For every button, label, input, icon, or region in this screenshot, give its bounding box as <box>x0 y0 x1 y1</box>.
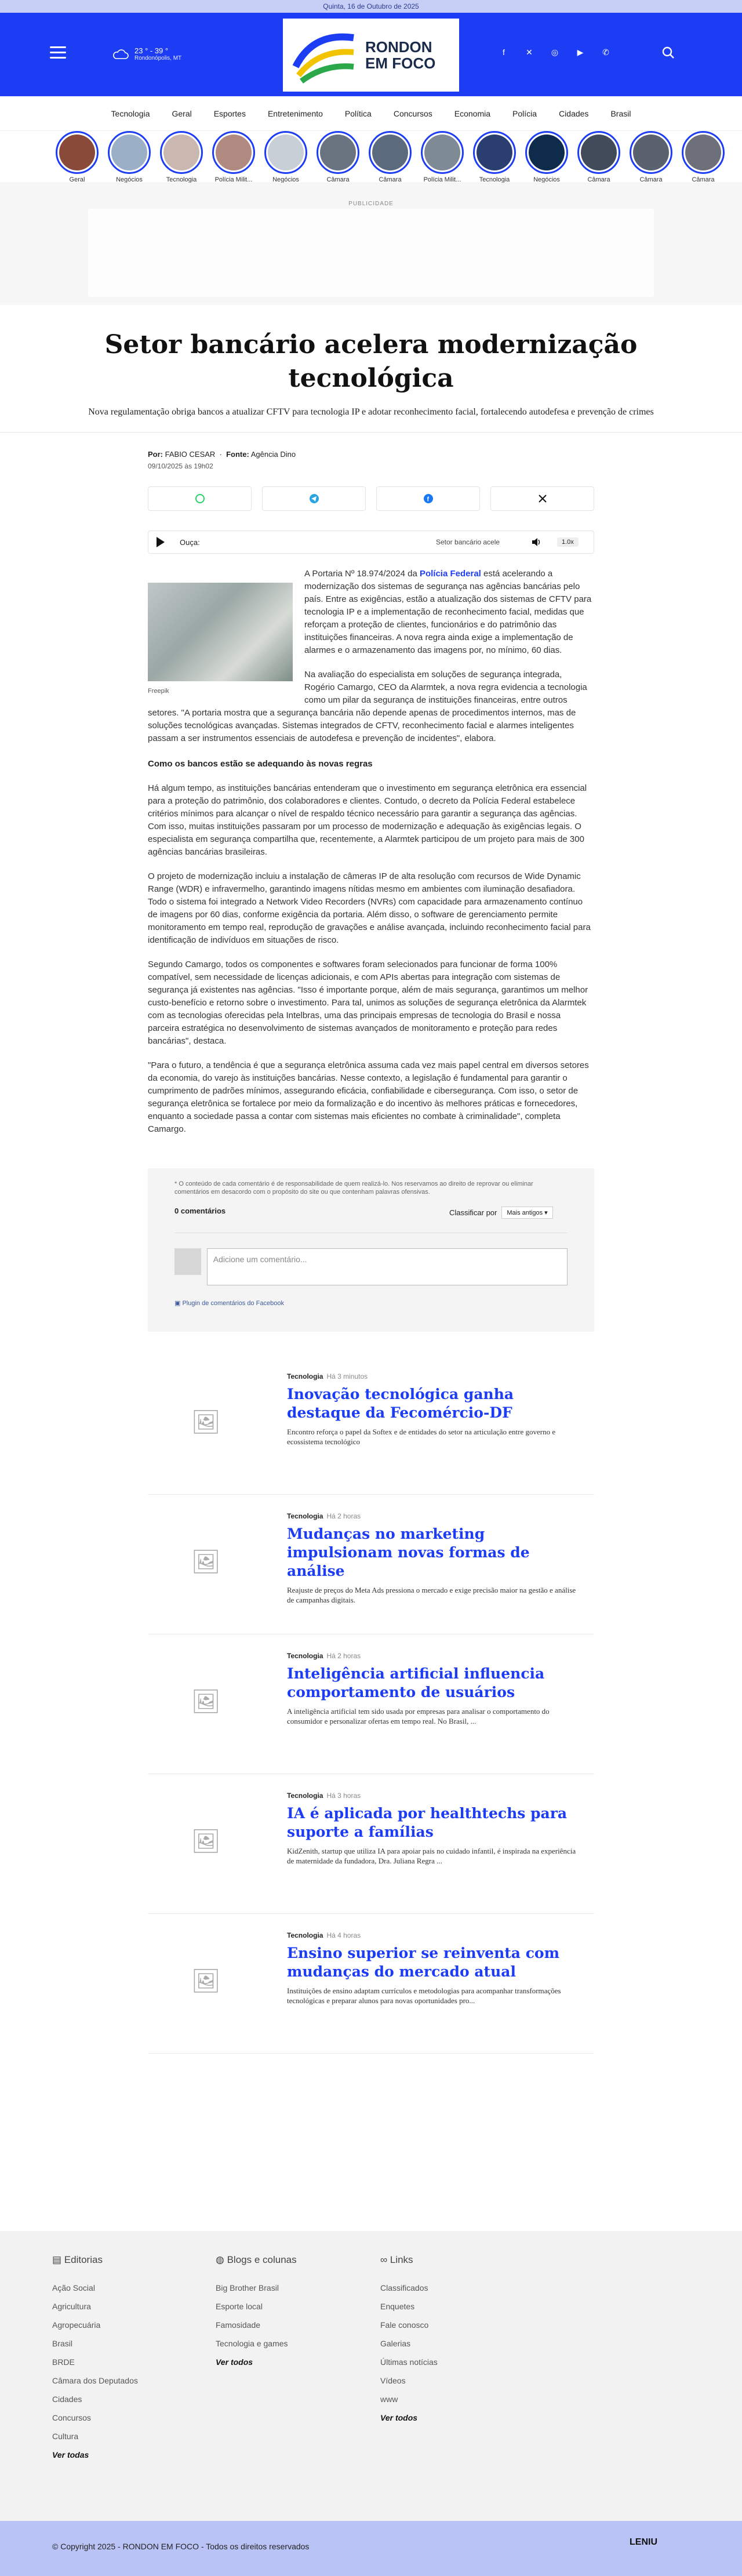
footer-link[interactable]: Agropecuária <box>52 2320 101 2330</box>
source-name: Agência Dino <box>250 450 296 459</box>
related-time: Há 2 horas <box>326 1652 361 1660</box>
weather-widget <box>111 46 181 61</box>
story-label: Negócios <box>272 176 299 183</box>
site-logo[interactable] <box>283 19 459 92</box>
story-item[interactable] <box>369 131 412 183</box>
story-label: Tecnologia <box>166 176 197 183</box>
article-figure <box>148 583 293 697</box>
comments-disclaimer: * O conteúdo de cada comentário é de responsabilidade de quem realizá-lo. Nos reservamos ao direito de reprovar ou eliminar comentários em desacordo com o propósito do site ou que contenham palavras ofensivas. <box>174 1180 533 1196</box>
footer-link[interactable]: Câmara dos Deputados <box>52 2376 138 2385</box>
date-bar: Quinta, 16 de Outubro de 2025 <box>0 0 742 13</box>
story-label: Câmara <box>587 176 610 183</box>
related-item[interactable] <box>148 1634 594 1774</box>
main-nav <box>0 96 742 131</box>
search-icon[interactable] <box>661 45 676 60</box>
footer-link[interactable]: Cidades <box>52 2395 82 2404</box>
article-body <box>148 450 594 1136</box>
sort-select[interactable]: Mais antigos ▾ <box>501 1207 552 1219</box>
photo-credit: Freepik <box>148 688 169 695</box>
related-title[interactable]: Ensino superior se reinventa com mudanças do mercado atual <box>287 1945 560 1980</box>
divider <box>0 432 742 433</box>
story-label: Câmara <box>379 176 402 183</box>
story-item[interactable] <box>317 131 359 183</box>
image-placeholder-icon[interactable]: 🖼 <box>191 1688 221 1714</box>
x-icon <box>538 494 547 503</box>
comment-input[interactable]: Adicione um comentário... <box>207 1248 568 1285</box>
story-label: Negócios <box>116 176 143 183</box>
footer-col-blogs <box>216 2254 297 2376</box>
source-label: Fonte: <box>226 450 249 459</box>
nav-item[interactable]: Esportes <box>213 108 246 118</box>
story-avatar <box>56 131 99 174</box>
link-icon: ∞ <box>380 2254 388 2265</box>
comment-composer <box>174 1248 568 1285</box>
article-subtitle: Nova regulamentação obriga bancos a atualizar CFTV para tecnologia IP e adotar reconhecimento facial, fortalecendo autodefesa e prevenção de crimes <box>88 407 654 417</box>
footer-link[interactable]: Enquetes <box>380 2302 415 2311</box>
footer-link[interactable]: www <box>380 2395 398 2404</box>
logo-line1: RONDON <box>365 38 432 56</box>
story-item[interactable] <box>577 131 620 183</box>
see-all-link[interactable]: Ver todos <box>380 2413 418 2422</box>
nav-item[interactable]: Concursos <box>393 108 432 118</box>
story-avatar <box>421 131 464 174</box>
story-label: Câmara <box>692 176 715 183</box>
comments-count: 0 comentários <box>174 1207 226 1215</box>
footer-link[interactable]: Ação Social <box>52 2283 95 2292</box>
footer-link[interactable]: Tecnologia e games <box>216 2339 288 2348</box>
article-header <box>0 305 742 418</box>
footer-link[interactable]: Concursos <box>52 2413 91 2422</box>
related-title[interactable]: Mudanças no marketing impulsionam novas formas de análise <box>287 1525 530 1579</box>
weather-temps: 23 ° - 39 ° <box>134 46 169 55</box>
related-time: Há 3 minutos <box>326 1372 368 1380</box>
nav-item[interactable]: Entretenimento <box>267 108 323 118</box>
share-x-button[interactable] <box>490 486 594 511</box>
related-category[interactable]: Tecnologia <box>287 1652 323 1660</box>
paragraph: Na avaliação do especialista em soluções de segurança integrada, Rogério Camargo, CEO da Alarmtek, a nova regra evidencia a tecnologia como um pilar da segurança de instituições financeiras, entre outros setores. "A portaria mostra que a segurança bancária não depende apenas de procedimentos internos, mas de soluções tecnológicas avançadas. Sistemas integrados de CFTV, reconhecimento facial e alarmes inteligentes passam a ser instrumentos essenciais de autodefesa e prevenção de incidentes", elabora. <box>148 670 587 743</box>
nav-item[interactable]: Polícia <box>512 108 537 118</box>
footer-link[interactable]: Brasil <box>52 2339 73 2348</box>
image-placeholder-icon[interactable]: 🖼 <box>191 1968 221 1994</box>
article-title: Setor bancário acelera modernização tecnológica <box>104 330 638 393</box>
footer-link[interactable]: Classificados <box>380 2283 428 2292</box>
story-avatar <box>264 131 307 174</box>
nav-item[interactable]: Cidades <box>559 108 589 118</box>
story-item[interactable] <box>682 131 725 183</box>
copyright-text: © Copyright 2025 - RONDON EM FOCO - Todos os direitos reservados <box>52 2542 310 2551</box>
related-category[interactable]: Tecnologia <box>287 1931 323 1939</box>
related-item[interactable] <box>148 1774 594 1914</box>
story-avatar <box>473 131 516 174</box>
x-icon[interactable]: ✕ <box>526 47 533 57</box>
facebook-icon <box>423 493 434 504</box>
story-label: Polícia Milit... <box>423 176 461 183</box>
author-label: Por: <box>148 450 163 459</box>
paragraph-text: A Portaria Nº 18.974/2024 da <box>304 569 420 579</box>
facebook-icon: ▣ <box>174 1300 181 1307</box>
story-avatar <box>630 131 672 174</box>
see-all-link[interactable]: Ver todas <box>52 2450 89 2459</box>
story-item[interactable] <box>421 131 464 183</box>
story-item[interactable] <box>264 131 307 183</box>
story-item[interactable] <box>473 131 516 183</box>
story-item[interactable] <box>160 131 203 183</box>
related-item[interactable] <box>148 1914 594 2054</box>
site-header <box>0 13 742 96</box>
whatsapp-icon[interactable]: ✆ <box>602 47 609 57</box>
story-label: Câmara <box>326 176 350 183</box>
footer-link[interactable]: Cultura <box>52 2432 79 2441</box>
story-avatar <box>577 131 620 174</box>
footer-link[interactable]: Galerias <box>380 2339 411 2348</box>
footer-link[interactable]: Fale conosco <box>380 2320 429 2330</box>
whatsapp-icon <box>195 493 205 504</box>
logo-mark-icon <box>290 26 359 84</box>
audio-title: Setor bancário acele <box>436 538 500 546</box>
story-avatar <box>525 131 568 174</box>
share-facebook-button[interactable] <box>376 486 480 511</box>
nav-item[interactable]: Brasil <box>610 108 631 118</box>
facebook-plugin-link[interactable] <box>174 1299 568 1307</box>
related-excerpt: Encontro reforça o papel da Softex e de entidades do setor na articulação entre governo e ecossistema tecnológico <box>287 1427 556 1446</box>
related-time: Há 3 horas <box>326 1792 361 1800</box>
audio-player <box>148 531 594 554</box>
story-avatar <box>317 131 359 174</box>
footer-link[interactable]: Famosidade <box>216 2320 261 2330</box>
story-item[interactable] <box>630 131 672 183</box>
section-heading: Como os bancos estão se adequando às novas regras <box>148 759 373 769</box>
svg-text:f: f <box>427 496 429 503</box>
speed-selector[interactable]: 1.0x <box>557 537 579 547</box>
story-avatar <box>160 131 203 174</box>
image-placeholder-icon[interactable]: 🖼 <box>191 1549 221 1575</box>
nav-item[interactable]: Política <box>344 108 372 118</box>
ad-label: PUBLICIDADE <box>348 201 394 207</box>
story-item[interactable] <box>525 131 568 183</box>
plugin-label: Plugin de comentários do Facebook <box>182 1300 284 1307</box>
article-text <box>148 568 594 1136</box>
story-avatar <box>682 131 725 174</box>
story-item[interactable] <box>56 131 99 183</box>
facebook-icon[interactable]: f <box>503 48 505 57</box>
cloud-icon <box>111 48 129 60</box>
youtube-icon[interactable]: ▶ <box>577 47 584 57</box>
story-label: Tecnologia <box>479 176 510 183</box>
related-excerpt: Reajuste de preços do Meta Ads pressiona o mercado e exige precisão maior na gestão e análise de campanhas digitais. <box>287 1586 576 1604</box>
copyright-bar <box>0 2521 742 2576</box>
footer-col-title: Links <box>390 2254 413 2265</box>
ad-zone <box>0 183 742 305</box>
related-excerpt: Instituições de ensino adaptam currículos e metodologias para acompanhar transformações tecnológicas e preparar alunos para novas oportunidades pro... <box>287 1986 561 2005</box>
nav-item[interactable]: Economia <box>454 108 491 118</box>
related-news <box>148 1355 594 2054</box>
newspaper-icon: ▤ <box>52 2254 62 2265</box>
footer-col-editorias <box>52 2254 138 2469</box>
story-avatar <box>369 131 412 174</box>
footer-col-title: Blogs e colunas <box>227 2254 297 2265</box>
footer-link[interactable]: Agricultura <box>52 2302 91 2311</box>
related-category[interactable]: Tecnologia <box>287 1512 323 1520</box>
stories-carousel <box>0 131 742 183</box>
story-avatar <box>212 131 255 174</box>
footer-link[interactable]: Big Brother Brasil <box>216 2283 279 2292</box>
see-all-link[interactable]: Ver todos <box>216 2357 253 2367</box>
share-whatsapp-button[interactable] <box>148 486 252 511</box>
related-time: Há 4 horas <box>326 1931 361 1939</box>
paragraph: "Para o futuro, a tendência é que a segurança eletrônica assuma cada vez mais papel central em diversos setores da economia, do varejo às instituições bancárias. Nesse contexto, a legislação é fundamental para garantir o cumprimento de padrões mínimos, assegurando eficácia, confiabilidade e cibersegurança. Com isso, o setor de segurança eletrônica se fortalece por meio da formalização e do incentivo às melhores práticas e fornecedores, enquanto a sociedade passa a contar com sistemas mais eficientes no combate à criminalidade", completa Camargo. <box>148 1060 589 1134</box>
social-links <box>497 46 612 59</box>
footer-col-links <box>380 2254 438 2432</box>
paragraph: Segundo Camargo, todos os componentes e softwares foram selecionados para funcionar de forma 100% compatível, sem necessidade de licenças adicionais, e com APIs abertas para integração com sistemas de segurança já existentes nas agências. "Isso é importante porque, além de mais segurança, garantimos um melhor custo-benefício e retorno sobre o investimento. Para tal, unimos as soluções de segurança eletrônica da Alarmtek com as tecnologias oferecidas pela Intelbras, uma das principais empresas de tecnologia do Brasil e nossa parceira estratégica no desenvolvimento de sistemas avançados de monitoramento e proteção para redes bancárias", destaca. <box>148 960 588 1046</box>
related-excerpt: KidZenith, startup que utiliza IA para apoiar pais no cuidado infantil, é inspirada na experiência de maternidade da fundadora, Dra. Juliana Regra ... <box>287 1847 576 1865</box>
author-name[interactable]: FABIO CESAR <box>165 450 216 459</box>
image-placeholder-icon[interactable]: 🖼 <box>191 1828 221 1854</box>
story-avatar <box>108 131 151 174</box>
sort-label: Classificar por <box>449 1208 497 1217</box>
article-photo[interactable] <box>148 583 293 681</box>
share-buttons <box>148 486 594 511</box>
paragraph: Há algum tempo, as instituições bancárias entenderam que o investimento em segurança eletrônica era essencial para a proteção do patrimônio, dos colaboradores e clientes. Contudo, o decreto da Polícia Federal estabelece critérios mínimos para alcançar o nível de respaldo técnico necessário para garantir a segurança das agências. Com isso, muitas instituições passaram por um processo de modernização e adequação às exigências legais. O especialista em segurança compartilha que, recentemente, a Alarmtek participou de um projeto para mais de 300 agências bancárias brasileiras. <box>148 783 587 857</box>
comments-sort <box>449 1207 553 1219</box>
globe-icon: ◍ <box>216 2254 224 2265</box>
related-excerpt: A inteligência artificial tem sido usada por empresas para analisar o comportamento do consumidor e personalizar ofertas em tempo real. No Brasil, ... <box>287 1707 550 1725</box>
related-item[interactable] <box>148 1495 594 1634</box>
footer-link[interactable]: Últimas notícias <box>380 2357 438 2367</box>
related-item[interactable] <box>148 1355 594 1495</box>
story-item[interactable] <box>212 131 255 183</box>
telegram-icon <box>309 493 319 504</box>
related-title[interactable]: Inteligência artificial influencia comportamento de usuários <box>287 1665 545 1701</box>
logo-line2: EM FOCO <box>365 55 436 72</box>
play-icon[interactable] <box>157 537 165 547</box>
footer-col-title: Editorias <box>64 2254 103 2265</box>
byline: Por: FABIO CESAR · Fonte: Agência Dino <box>148 450 296 459</box>
related-category[interactable]: Tecnologia <box>287 1792 323 1800</box>
related-title[interactable]: Inovação tecnológica ganha destaque da Fecomércio-DF <box>287 1386 514 1421</box>
publish-date: 09/10/2025 às 19h02 <box>148 462 213 470</box>
related-time: Há 2 horas <box>326 1512 361 1520</box>
comments-section <box>148 1168 594 1332</box>
instagram-icon[interactable]: ◎ <box>551 47 559 57</box>
nav-item[interactable]: Tecnologia <box>111 108 150 118</box>
policia-federal-link[interactable]: Polícia Federal <box>419 569 481 579</box>
related-category[interactable]: Tecnologia <box>287 1372 323 1380</box>
image-placeholder-icon[interactable]: 🖼 <box>191 1409 221 1435</box>
volume-icon[interactable] <box>531 537 541 547</box>
story-item[interactable] <box>108 131 151 183</box>
menu-icon[interactable] <box>50 46 66 60</box>
footer-link[interactable]: Vídeos <box>380 2376 406 2385</box>
site-footer <box>0 2231 742 2521</box>
footer-link[interactable]: BRDE <box>52 2357 75 2367</box>
footer-link[interactable]: Esporte local <box>216 2302 263 2311</box>
paragraph: O projeto de modernização incluiu a instalação de câmeras IP de alta resolução com recursos de Wide Dynamic Range (WDR) e infravermelho, garantindo imagens nítidas mesmo em ambientes com iluminação desafiadora. Todo o sistema foi integrado a Network Video Recorders (NVRs) com capacidade para armazenamento contínuo de imagens por 60 dias, conforme exigência da portaria. Além disso, o software de gerenciamento permite monitoramento em tempo real, reprodução de gravações e análise avançada, incluindo reconhecimento facial para identificação de indivíduos em situações de risco. <box>148 871 591 945</box>
weather-location: Rondonópolis, MT <box>134 55 182 61</box>
nav-item[interactable]: Geral <box>172 108 192 118</box>
paragraph-text: está acelerando a modernização dos sistemas de segurança nas agências bancárias pelo país. Entre as exigências, estão a atualização dos sistemas de CFTV para tecnologia IP e a implementação de reconhecimento facial, medidas que reforçam a proteção de clientes, funcionários e do patrimônio das instituições financeiras. A nova regra ainda exige a implementação de alarmes e o armazenamento das imagens por, no mínimo, 60 dias. <box>304 569 592 655</box>
related-title[interactable]: IA é aplicada por healthtechs para suporte a famílias <box>287 1805 568 1840</box>
audio-label: Ouça: <box>180 537 200 547</box>
story-label: Câmara <box>639 176 663 183</box>
share-telegram-button[interactable] <box>262 486 366 511</box>
avatar <box>174 1248 201 1275</box>
ad-slot[interactable] <box>88 209 654 297</box>
story-label: Negócios <box>533 176 560 183</box>
story-label: Geral <box>69 176 85 183</box>
powered-by-logo[interactable]: LENIU <box>630 2537 657 2547</box>
story-label: Polícia Milit... <box>214 176 253 183</box>
